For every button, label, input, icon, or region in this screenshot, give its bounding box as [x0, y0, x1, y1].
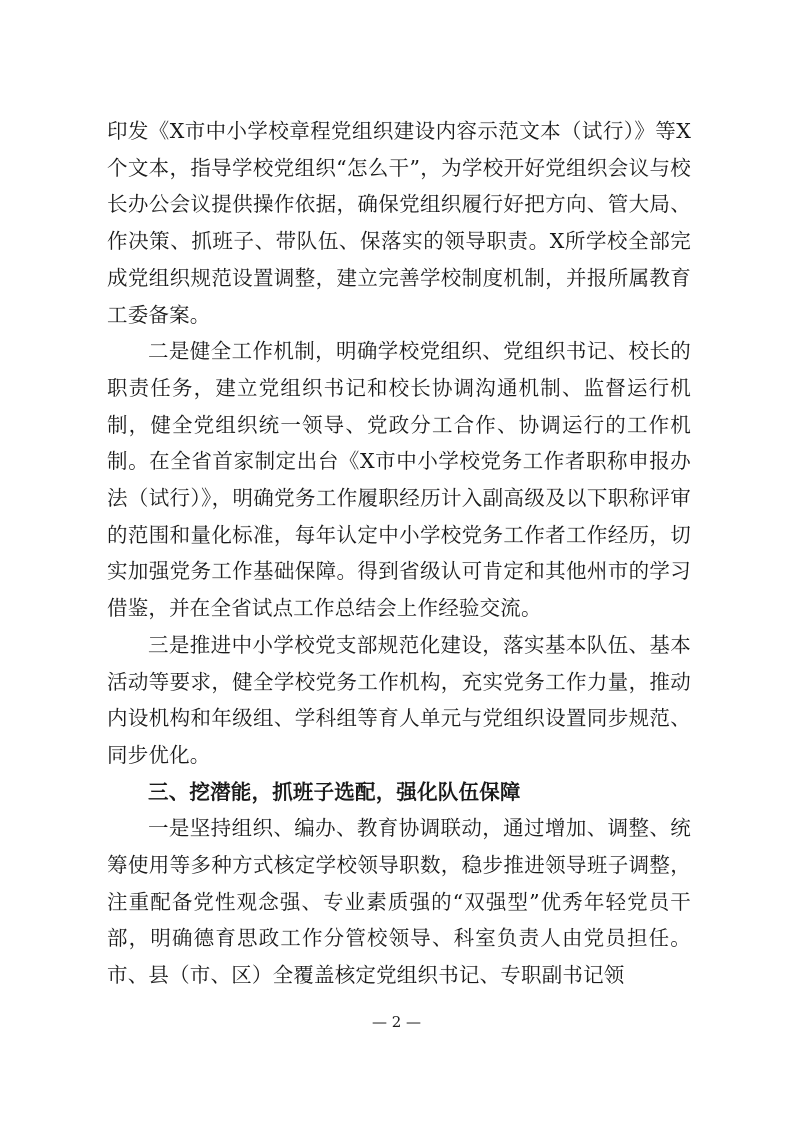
paragraph-continuation: 印发《X市中小学校章程党组织建设内容示范文本（试行）》等X个文本，指导学校党组织“怎么干”，为学校开好党组织会议与校长办公会议提供操作依据，确保党组织履行好把方向、管大局、作决策、抓班子、带队伍、保落实的领导职责。X所学校全部完成党组织规范设置调整，建立完善学校制度机制，并报所属教育工委备案。 [107, 119, 691, 327]
page-number: — 2 — [371, 1013, 422, 1031]
paragraph-leadership-staffing: 一是坚持组织、编办、教育协调联动，通过增加、调整、统筹使用等多种方式核定学校领导职数，稳步推进领导班子调整，注重配备党性观念强、专业素质强的“双强型”优秀年轻党员干部，明确德育思政工作分管校领导、科室负责人由党员担任。市、县（市、区）全覆盖核定党组织书记、专职副书记领 [107, 816, 691, 988]
document-body [107, 113, 691, 994]
paragraph-branch-standardization: 三是推进中小学校党支部规范化建设，落实基本队伍、基本活动等要求，健全学校党务工作机构，充实党务工作力量，推动内设机构和年级组、学科组等育人单元与党组织设置同步规范、同步优化。 [107, 632, 691, 767]
section-heading: 三、挖潜能，抓班子选配，强化队伍保障 [148, 779, 521, 804]
paragraph-work-mechanism: 二是健全工作机制，明确学校党组织、党组织书记、校长的职责任务，建立党组织书记和校长协调沟通机制、监督运行机制，健全党组织统一领导、党政分工合作、协调运行的工作机制。在全省首家制定出台《X市中小学校党务工作者职称申报办法（试行）》，明确党务工作履职经历计入副高级及以下职称评审的范围和量化标准，每年认定中小学校党务工作者工作经历，切实加强党务工作基础保障。得到省级认可肯定和其他州市的学习借鉴，并在全省试点工作总结会上作经验交流。 [107, 339, 691, 621]
